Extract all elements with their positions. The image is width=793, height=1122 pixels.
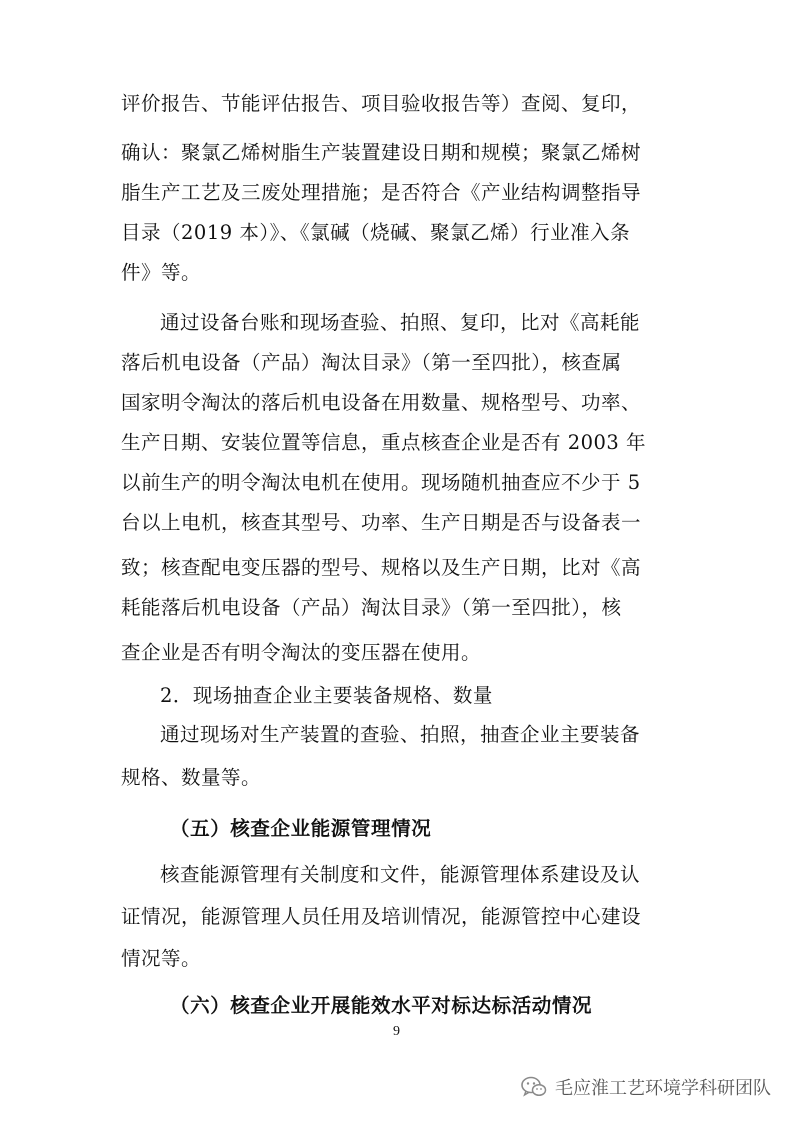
section-heading: （五）核查企业能源管理情况: [170, 817, 432, 840]
page-number: 9: [393, 1024, 400, 1039]
text-line: 致；核查配电变压器的型号、规格以及生产日期，比对《高: [121, 556, 642, 579]
text-line: 情况等。: [121, 947, 202, 970]
watermark: [521, 1072, 771, 1102]
text-line: 通过设备台账和现场查验、拍照、复印，比对《高耗能: [160, 311, 641, 334]
text-line: 脂生产工艺及三废处理措施；是否符合《产业结构调整指导: [121, 181, 642, 204]
text-line: 通过现场对生产装置的查验、拍照，抽查企业主要装备: [160, 723, 641, 746]
text-line: 评价报告、节能评估报告、项目验收报告等）查阅、复印，: [121, 92, 642, 115]
text-line: 生产日期、安装位置等信息，重点核查企业是否有 2003 年: [121, 431, 647, 454]
text-line: 耗能落后机电设备（产品）淘汰目录》（第一至四批），核: [121, 596, 622, 619]
watermark-text: 毛应淮工艺环境学科研团队: [555, 1078, 771, 1099]
text-line: 核查能源管理有关制度和文件，能源管理体系建设及认: [160, 863, 641, 886]
wechat-icon: [521, 1076, 547, 1098]
text-line: 落后机电设备（产品）淘汰目录》（第一至四批），核查属: [121, 351, 622, 374]
text-line: 国家明令淘汰的落后机电设备在用数量、规格型号、功率、: [121, 391, 642, 414]
text-line: 规格、数量等。: [121, 766, 262, 789]
text-line: 台以上电机，核查其型号、功率、生产日期是否与设备表一: [121, 511, 642, 534]
subsection-heading: 2．现场抽查企业主要装备规格、数量: [160, 684, 493, 707]
text-line: 确认：聚氯乙烯树脂生产装置建设日期和规模；聚氯乙烯树: [121, 141, 642, 164]
text-line: 证情况，能源管理人员任用及培训情况，能源管控中心建设: [121, 905, 642, 928]
text-line: 以前生产的明令淘汰电机在使用。现场随机抽查应不少于 5: [121, 471, 641, 494]
section-heading: （六）核查企业开展能效水平对标达标活动情况: [170, 994, 593, 1017]
text-line: 件》等。: [121, 261, 202, 284]
text-line: 查企业是否有明令淘汰的变压器在使用。: [121, 641, 482, 664]
text-line: 目录（2019 本）》、《氯碱（烧碱、聚氯乙烯）行业准入条: [121, 221, 631, 244]
